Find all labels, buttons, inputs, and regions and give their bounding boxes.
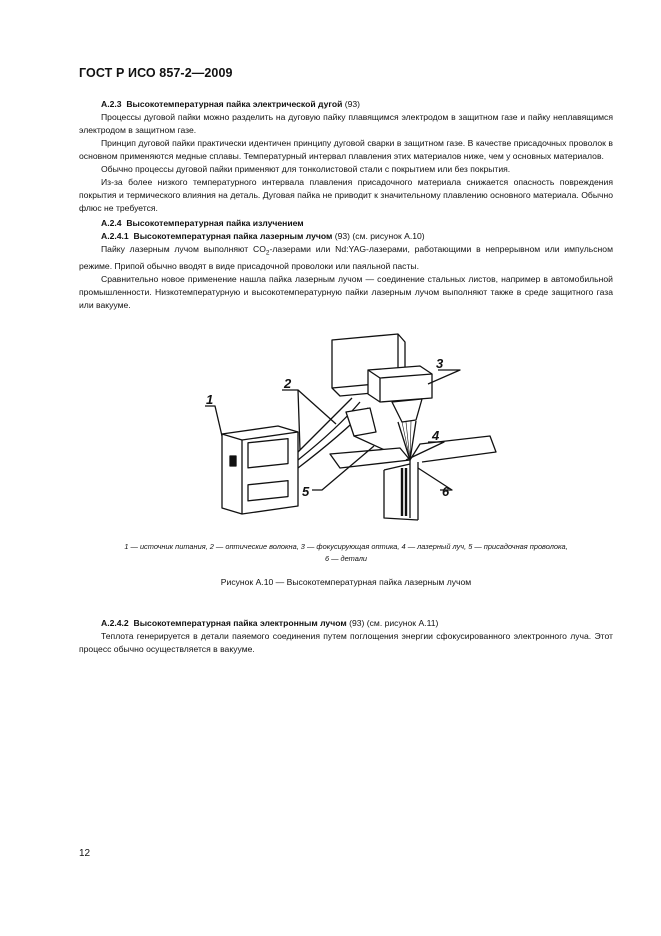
figure-label-3: 3 [436,356,444,371]
section-a241-ref: (93) (см. рисунок А.10) [334,231,425,241]
figure-label-6: 6 [442,484,450,499]
section-a242-heading [79,617,613,630]
paragraph: Сравнительно новое применение нашла пайка лазерным лучом — соединение стальных листов, например в автомобильной промышленности. Низкотемпературную и высокотемпературную пайки лазерным лучом выполняют также в среде защитного газа или вакууме. [79,273,613,310]
section-a23-heading [79,98,613,111]
paragraph: Теплота генерируется в детали паяемого соединения путем поглощения энергии сфокусированного электронного луча. Этот процесс обычно осуществляется в вакууме. [79,631,613,654]
text-run: -лазерами или Nd:YAG-лазерами, работающими в непрерывном или импульсном режиме. Припой обычно вводят в виде присадочной проволоки или паяльной пасты. [79,244,613,271]
paragraph [79,243,613,273]
text-run: Пайку лазерным лучом выполняют CO [101,244,266,254]
figure-legend [79,541,613,565]
figure-legend-line: 1 — источник питания, 2 — оптические волокна, 3 — фокусирующая оптика, 4 — лазерный луч, 5 — присадочная проволока, [124,542,568,551]
paragraph: Из-за более низкого температурного интервала плавления присадочного материала снижается опасность повреждения покрытия и термического влияния на деталь. Дуговая пайка не приводит к значительному плавлению основного материала. Обычно флюс не требуется. [79,177,613,213]
paragraph: Обычно процессы дуговой пайки применяют для тонколистовой стали с покрытием или без покрытия. [101,164,511,174]
section-a23-ref: (93) [344,99,361,109]
paragraph: Принцип дуговой пайки практически идентичен принципу дуговой сварки в защитном газе. В качестве присадочных проволок в основном применяются медные сплавы. Температурный интервал плавления этих материалов ниже, чем у основных материалов. [79,138,613,161]
document-header: ГОСТ Р ИСО 857-2—2009 [79,66,233,80]
section-a24-number: А.2.4 [101,218,122,228]
figure-label-2: 2 [284,376,292,391]
page-number: 12 [79,848,91,859]
subscript: 2 [265,249,270,257]
section-a242-title: Высокотемпературная пайка электронным лучом [133,618,347,628]
figure-a10-illustration [170,328,500,528]
figure-legend-line: 6 — детали [324,554,368,563]
section-a24-heading [79,217,613,230]
section-a242-number: А.2.4.2 [101,618,129,628]
section-a241-heading [79,230,613,243]
section-a23-title: Высокотемпературная пайка электрической дугой [126,99,343,109]
figure-caption: Рисунок А.10 — Высокотемпературная пайка лазерным лучом [220,577,472,587]
figure-label-1: 1 [206,392,214,407]
paragraph: Процессы дуговой пайки можно разделить на дуговую пайку плавящимся электродом в защитном газе и пайку неплавящимся электродом в защитном газе. [79,112,613,135]
section-a23-number: А.2.3 [101,99,122,109]
section-a242-ref: (93) (см. рисунок А.11) [349,618,439,628]
section-a241-title: Высокотемпературная пайка лазерным лучом [133,231,333,241]
figure-label-4: 4 [432,428,440,443]
figure-label-5: 5 [302,484,310,499]
main-text-continued [79,617,613,656]
main-text [79,92,613,312]
section-a24-title: Высокотемпературная пайка излучением [126,218,304,228]
section-a241-number: А.2.4.1 [101,231,129,241]
